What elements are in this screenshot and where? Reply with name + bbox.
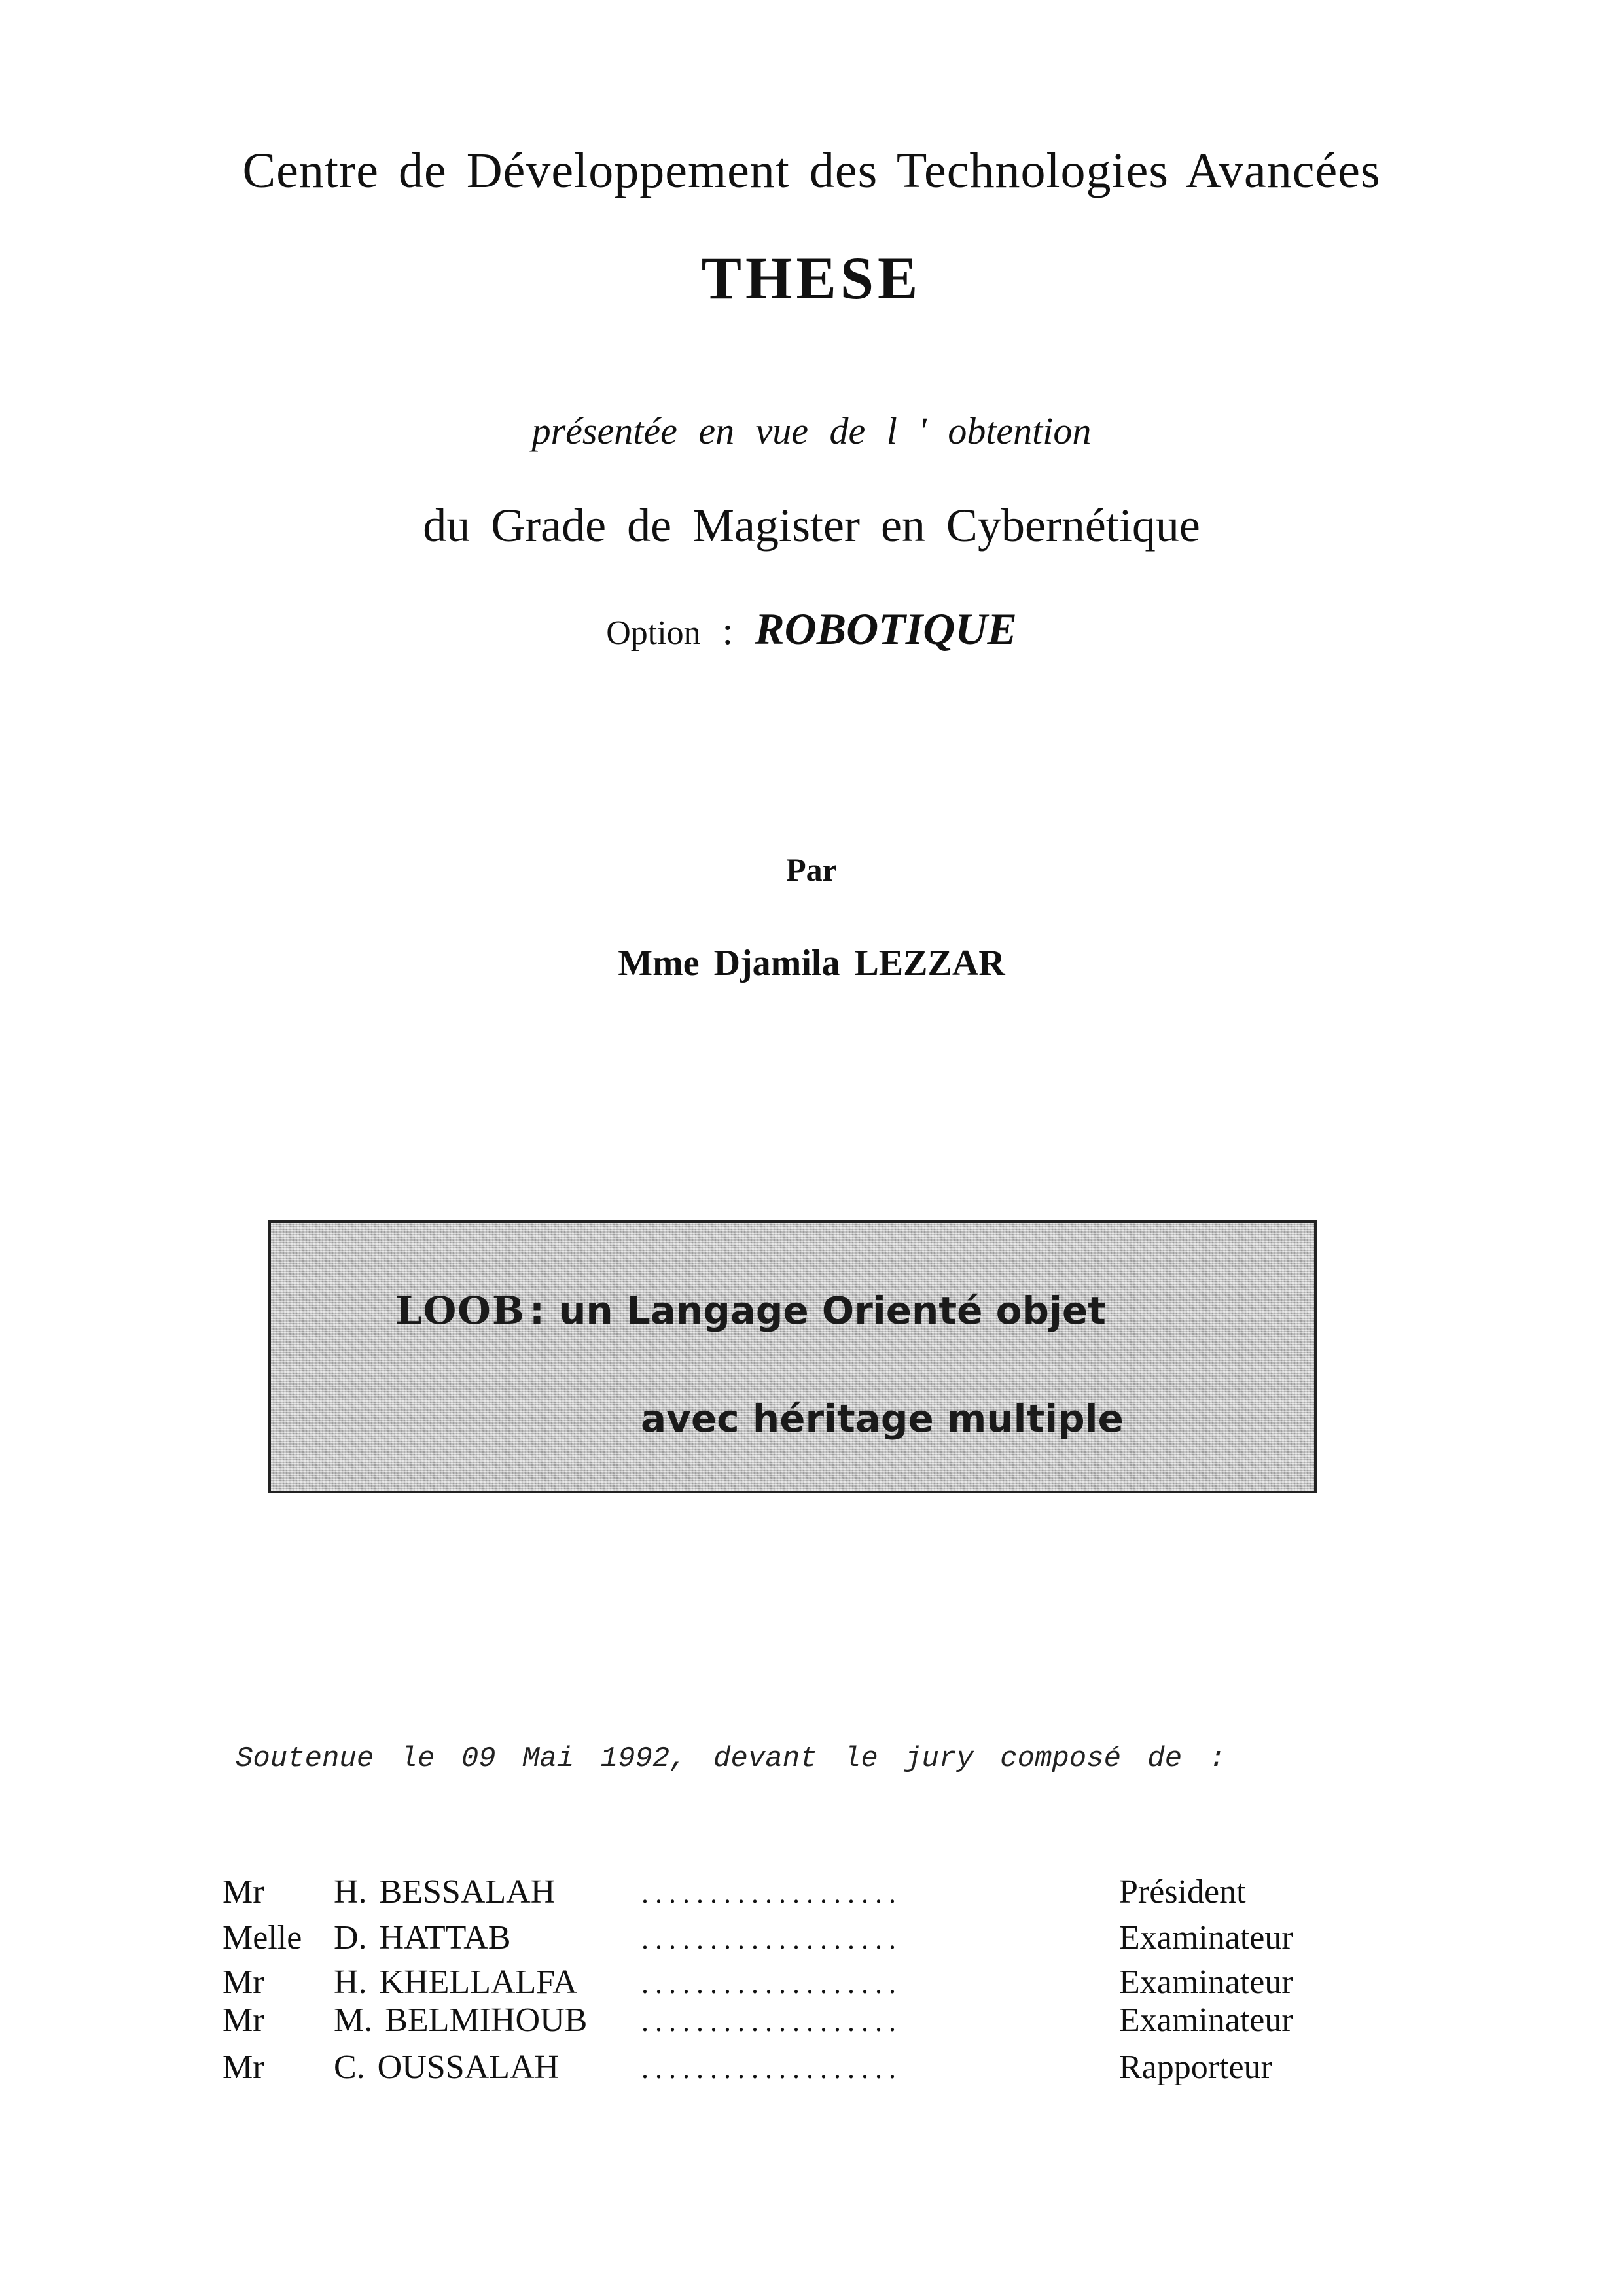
jury-member-role: Examinateur <box>1119 2002 1293 2039</box>
jury-member-row <box>0 1873 1623 1912</box>
jury-member-name: C. OUSSALAH <box>334 2049 560 2086</box>
jury-member-role: Rapporteur <box>1119 2049 1272 2086</box>
jury-dot-leader: ................... <box>641 2005 902 2038</box>
jury-member-row <box>0 2001 1623 2040</box>
document-type: THESE <box>701 245 922 311</box>
degree-title: du Grade de Magister en Cybernétique <box>423 499 1200 552</box>
option-label: Option <box>606 614 701 652</box>
jury-member-name: H. KHELLALFA <box>334 1964 577 2001</box>
option-separator: : <box>722 609 734 652</box>
institution-name: Centre de Développement des Technologies Avancées <box>242 143 1381 198</box>
option-line <box>0 603 1623 655</box>
thesis-acronym: LOOB <box>395 1288 526 1333</box>
jury-member-title: Melle <box>223 1919 302 1956</box>
jury-member-title: Mr <box>223 2049 264 2086</box>
degree-purpose: présentée en vue de l ' obtention <box>531 410 1092 452</box>
thesis-title-colon: : <box>529 1288 545 1333</box>
thesis-title-line-1 <box>395 1288 1106 1333</box>
jury-dot-leader: ................... <box>641 1877 902 1909</box>
jury-member-role: Président <box>1119 1873 1246 1911</box>
jury-member-name: H. BESSALAH <box>334 1873 556 1911</box>
jury-dot-leader: ................... <box>641 1968 902 2000</box>
jury-dot-leader: ................... <box>641 1923 902 1955</box>
thesis-title-box <box>268 1220 1317 1493</box>
jury-member-title: Mr <box>223 1964 264 2001</box>
jury-member-row <box>0 2048 1623 2087</box>
thesis-title-main: un Langage Orienté objet <box>559 1288 1106 1333</box>
option-value: ROBOTIQUE <box>755 604 1017 654</box>
jury-member-title: Mr <box>223 2002 264 2039</box>
jury-member-name: M. BELMIHOUB <box>334 2002 588 2039</box>
jury-member-title: Mr <box>223 1873 264 1911</box>
jury-dot-leader: ................... <box>641 2053 902 2085</box>
jury-member-role: Examinateur <box>1119 1964 1293 2001</box>
jury-member-row <box>0 1963 1623 2002</box>
author-name: Mme Djamila LEZZAR <box>618 943 1005 983</box>
jury-member-name: D. HATTAB <box>334 1919 511 1956</box>
jury-member-row <box>0 1918 1623 1958</box>
defense-statement: Soutenue le 09 Mai 1992, devant le jury composé de : <box>236 1742 1226 1775</box>
jury-member-role: Examinateur <box>1119 1919 1293 1956</box>
thesis-title-line-2: avec héritage multiple <box>641 1396 1124 1441</box>
by-label: Par <box>786 851 837 888</box>
